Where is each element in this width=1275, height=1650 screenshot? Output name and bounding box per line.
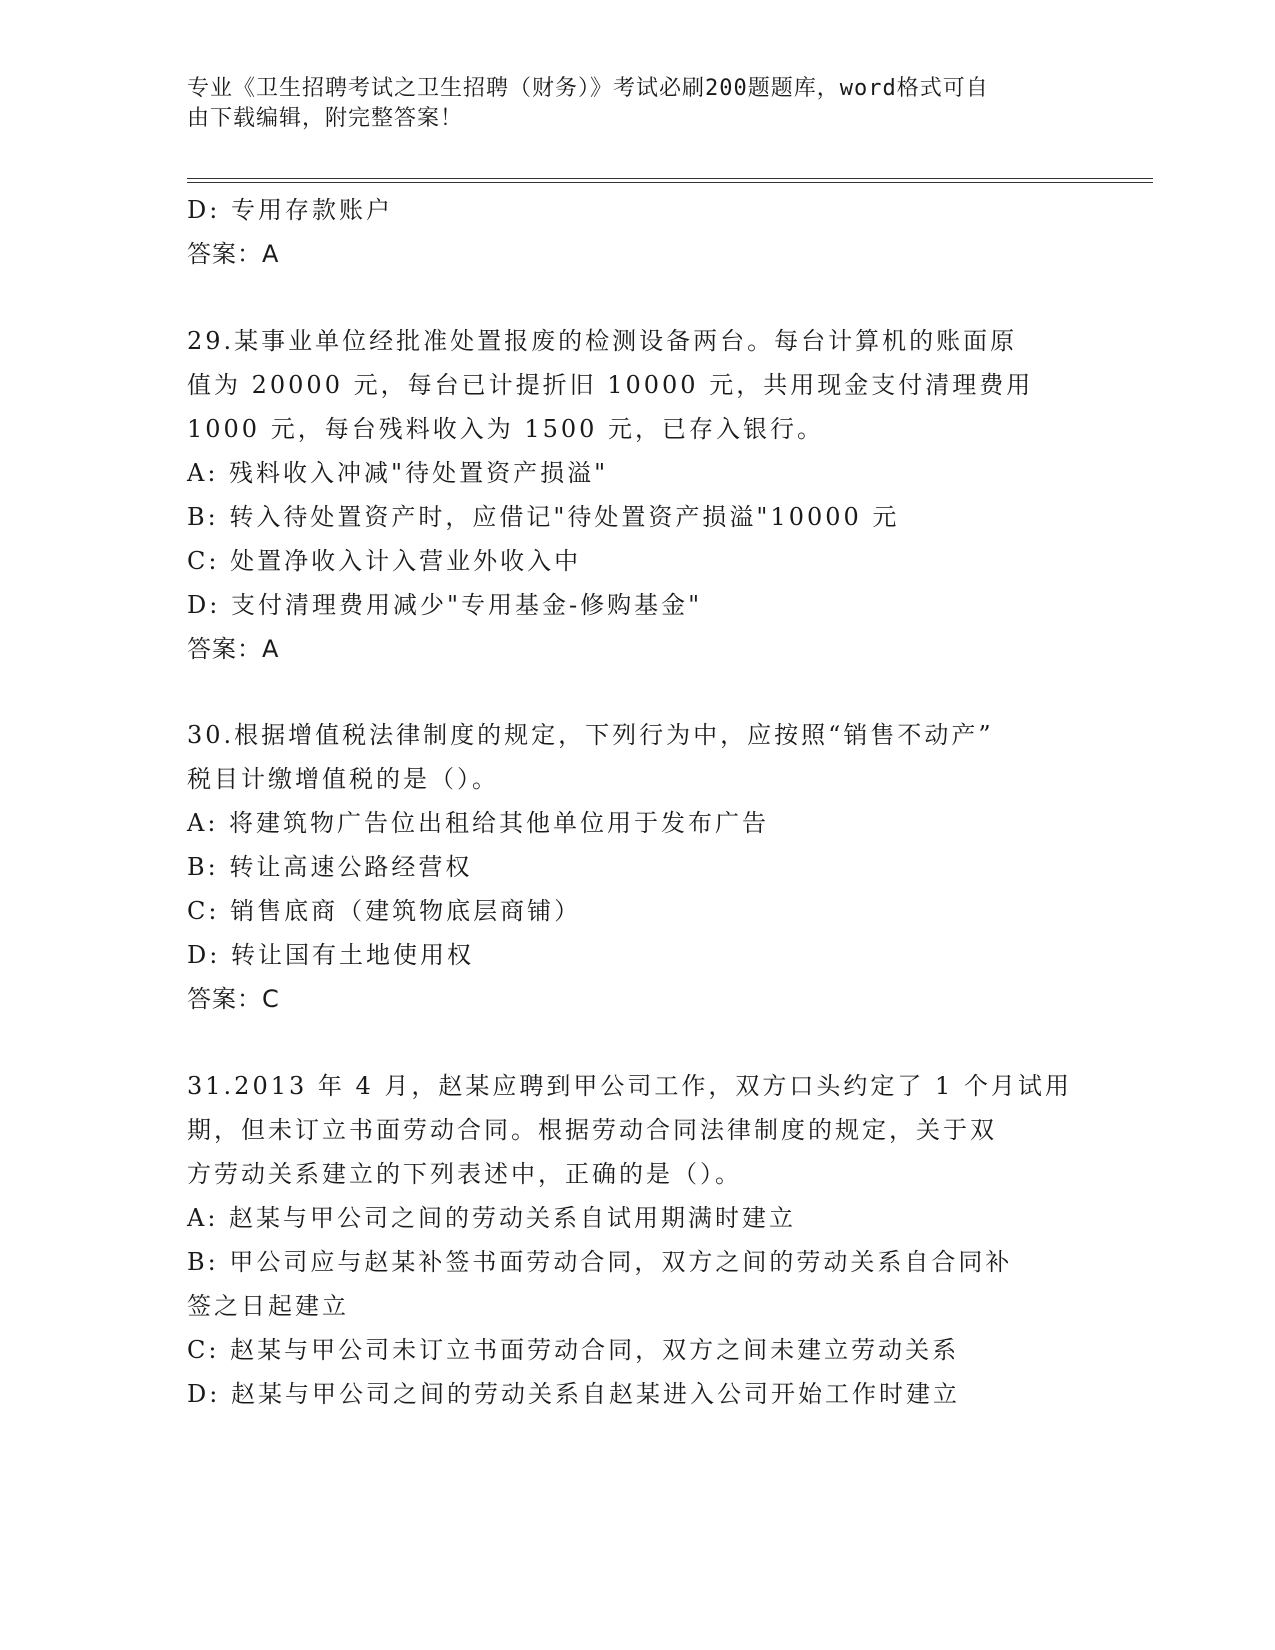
- q29-option-c: C: 处置净收入计入营业外收入中: [187, 547, 582, 575]
- q31-option-b-line-2: 签之日起建立: [187, 1292, 349, 1320]
- q29-stem-line-1: 29.某事业单位经批准处置报废的检测设备两台。每台计算机的账面原: [187, 327, 1018, 355]
- header-divider-top: [187, 178, 1153, 179]
- q30-answer: 答案：C: [187, 985, 280, 1013]
- q31-option-d: D: 赵某与甲公司之间的劳动关系自赵某进入公司开始工作时建立: [187, 1380, 960, 1408]
- q29-option-d: D: 支付清理费用减少"专用基金-修购基金": [187, 591, 703, 619]
- q30-option-a: A: 将建筑物广告位出租给其他单位用于发布广告: [187, 809, 770, 837]
- document-header: [187, 74, 1087, 134]
- header-divider-bottom: [187, 182, 1153, 183]
- header-line-1: 专业《卫生招聘考试之卫生招聘（财务）》考试必刷200题题库，word格式可自: [187, 76, 989, 101]
- q31-option-b-line-1: B: 甲公司应与赵某补签书面劳动合同，双方之间的劳动关系自合同补: [187, 1248, 1013, 1276]
- q29-answer: 答案：A: [187, 635, 280, 663]
- q29-stem-line-2: 值为 20000 元，每台已计提折旧 10000 元，共用现金支付清理费用: [187, 371, 1034, 399]
- prev-option-d: D: 专用存款账户: [187, 196, 393, 224]
- q30-option-b: B: 转让高速公路经营权: [187, 853, 473, 881]
- header-line-2: 由下载编辑，附完整答案！: [187, 106, 464, 131]
- q29-option-a: A: 残料收入冲减"待处置资产损溢": [187, 459, 609, 487]
- q31-stem-line-1: 31.2013 年 4 月，赵某应聘到甲公司工作，双方口头约定了 1 个月试用: [187, 1072, 1072, 1100]
- q30-option-c: C: 销售底商（建筑物底层商铺）: [187, 897, 582, 925]
- q31-option-a: A: 赵某与甲公司之间的劳动关系自试用期满时建立: [187, 1204, 797, 1232]
- q29-stem-line-3: 1000 元，每台残料收入为 1500 元，已存入银行。: [187, 415, 825, 443]
- q31-stem-line-3: 方劳动关系建立的下列表述中，正确的是（）。: [187, 1160, 742, 1188]
- q31-stem-line-2: 期，但未订立书面劳动合同。根据劳动合同法律制度的规定，关于双: [187, 1116, 997, 1144]
- prev-answer: 答案：A: [187, 240, 280, 268]
- q30-option-d: D: 转让国有土地使用权: [187, 941, 474, 969]
- q30-stem-line-1: 30.根据增值税法律制度的规定，下列行为中，应按照“销售不动产”: [187, 721, 994, 749]
- q29-option-b: B: 转入待处置资产时，应借记"待处置资产损溢"10000 元: [187, 503, 900, 531]
- q31-option-c: C: 赵某与甲公司未订立书面劳动合同，双方之间未建立劳动关系: [187, 1336, 960, 1364]
- q30-stem-line-2: 税目计缴增值税的是（）。: [187, 765, 499, 793]
